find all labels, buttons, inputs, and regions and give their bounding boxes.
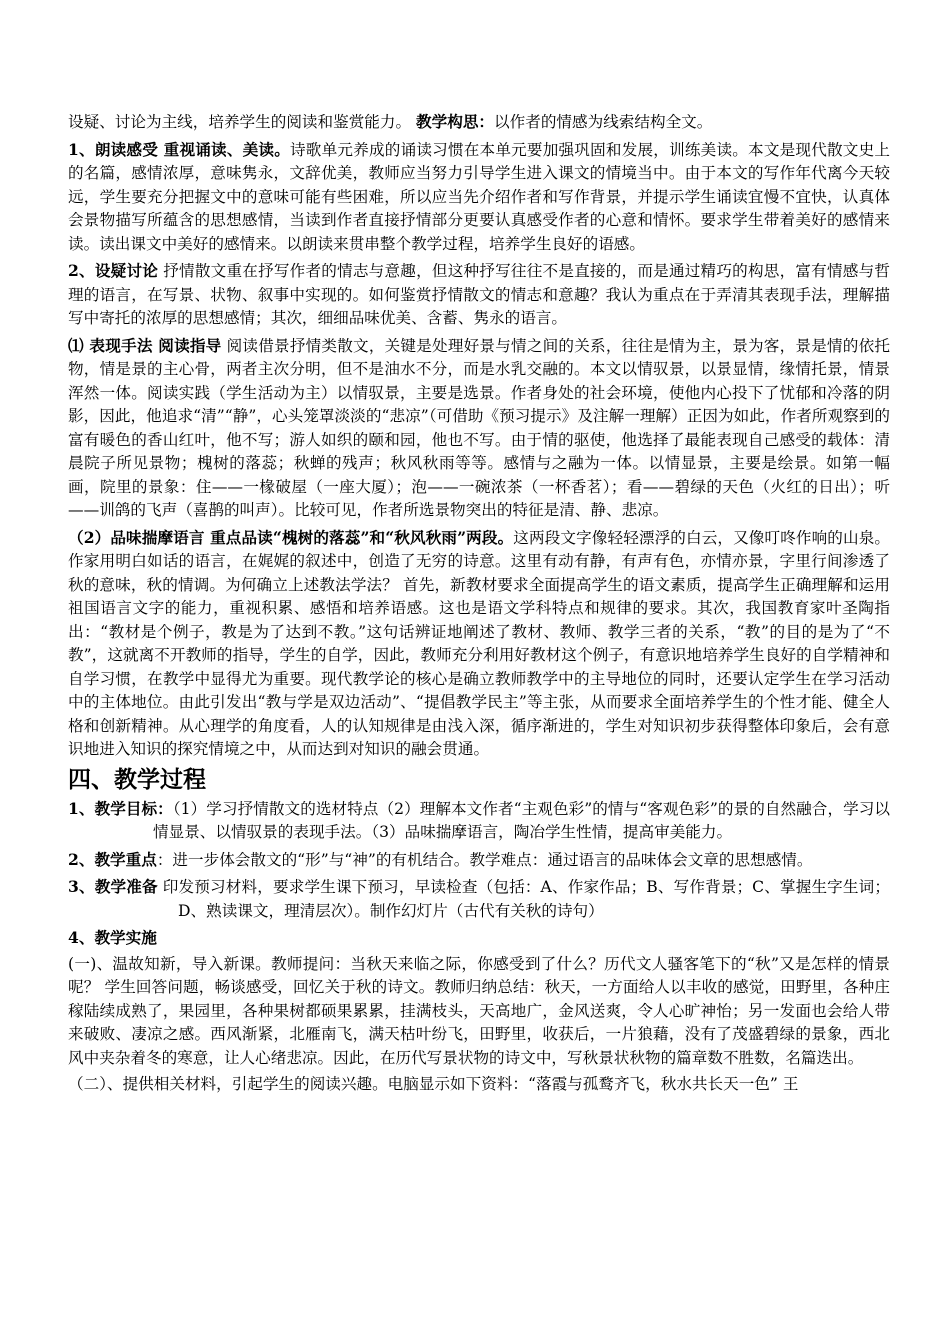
reading-label: 1、朗读感受 重视诵读、美读。 (68, 139, 291, 159)
teaching-prep-text: 印发预习材料，要求学生课下预习，早读检查（包括：A、作家作品；B、写作背景；C、掌握生字生词； D、熟读课文，理清层次）。制作幻灯片（古代有关秋的诗句） (157, 878, 891, 920)
language-text: 这两段文字像轻轻漂浮的白云，又像叮咚作响的山泉。作家用明白如话的语言，在娓娓的叙述中，创造了无穷的诗意。这里有动有静，有声有色，亦情亦景，字里行间渗透了秋的意味，秋的情调。为何确立上述教法学法？ 首先，新教材要求全面提高学生的语文素质，提高学生正确理解和运用祖国语言文字的能力，重视积累、感悟和培养语感。这也是语文学科特点和规律的要求。其次，我国教育家叶圣陶指出：“教材是个例子，教是为了达到不教。”这句话辨证地阐述了教材、教师、教学三者的关系，“教”的目的是为了“不教”，这就离不开教师的指导，学生的自学，因此，教师充分利用好教材这个例子，有意识地培养学生良好的自学精神和自学习惯，在教学中显得尤为重要。现代教学论的核心是确立教师教学中的主导地位的同时，还要认定学生在学习活动中的主体地位。由此引发出“教与学是双边活动”、“提倡教学民主”等主张，从而要求全面培养学生的个性才能、健全人格和创新精神。从心理学的角度看，人的认知规律是由浅入深，循序渐进的，学生对知识初步获得整体印象后，会有意识地进入知识的探究情境之中，从而达到对知识的融会贯通。 (68, 528, 890, 758)
reading-paragraph (68, 138, 890, 257)
intro-paragraph (68, 110, 890, 135)
step-two-paragraph: （二）、提供相关材料，引起学生的阅读兴趣。电脑显示如下资料：“落霞与孤鹜齐飞，秋水共长天一色” 王 (68, 1075, 799, 1093)
teaching-key-text: ：进一步体会散文的“形”与“神”的有机结合。教学难点：通过语言的品味体会文章的思想感情。 (156, 850, 813, 869)
technique-label: ⑴ 表现手法 阅读指导 (68, 335, 222, 355)
teaching-goal-label: 1、教学目标： (68, 798, 173, 818)
section-heading: 四、教学过程 (68, 765, 206, 793)
teaching-prep-label: 3、教学准备 (68, 877, 158, 896)
discussion-label: 2、设疑讨论 (68, 261, 159, 280)
teaching-idea-text: 以作者的情感为线索结构全文。 (494, 113, 713, 131)
reading-text: 诗歌单元养成的诵读习惯在本单元要加强巩固和发展，训练美读。本文是现代散文史上的名篇，感情浓厚，意味隽永，文辞优美，教师应当努力引导学生进入课文的情境当中。由于本文的写作年代离今天较远，学生要充分把握文中的意味可能有些困难，所以应当先介绍作者和写作背景，并提示学生诵读宜慢不宜快，认真体会景物描写所蕴含的思想感情，当读到作者直接抒情部分更要认真感受作者的心意和情怀。要求学生带着美好的感情来读。读出课文中美好的感情来。以朗读来贯串整个教学过程，培养学生良好的语感。 (68, 140, 890, 253)
intro-text: 设疑、讨论为主线，培养学生的阅读和鉴赏能力。 (68, 113, 412, 131)
discussion-paragraph (68, 259, 890, 331)
teaching-implementation-label: 4、教学实施 (68, 928, 157, 947)
teaching-goal-text: （1）学习抒情散文的选材特点（2）理解本文作者“主观色彩”的情与“客观色彩”的景的自然融合，学习以情显景、以情驭景的表现手法。（3）品味揣摩语言，陶冶学生性情，提高审美能力。 (153, 799, 890, 841)
language-paragraph (68, 526, 890, 762)
teaching-idea-label: 教学构思： (416, 112, 495, 131)
discussion-text: 抒情散文重在抒写作者的情志与意趣，但这种抒写往往不是直接的，而是通过精巧的构思，富有情感与哲理的语言，在写景、状物、叙事中实现的。如何鉴赏抒情散文的情志和意趣？我认为重点在于弄清其表现手法，理解描写中寄托的浓厚的思想感情；其次，细细品味优美、含蓄、隽永的语言。 (68, 262, 890, 327)
step-one-paragraph: (一)、温故知新，导入新课。教师提问：当秋天来临之际，你感受到了什么？历代文人骚客笔下的“秋”又是怎样的情景呢？ 学生回答问题，畅谈感受，回忆关于秋的诗文。教师归纳总结：秋天，一方面给人以丰收的感觉，田野里，各种庄稼陆续成熟了，果园里，各种果树都硕果累累，挂满枝头，天高地广，金风送爽，令人心旷神怡；另一发面也会给人带来破败、凄凉之感。西风渐紧，北雁南飞，满天枯叶纷飞，田野里，收获后，一片狼藉，没有了茂盛碧绿的景象，西北风中夹杂着冬的寒意，让人心绪悲凉。因此，在历代写景状物的诗文中，写秋景状秋物的篇章数不胜数，名篇迭出。 (68, 954, 890, 1067)
language-label: （2）品味揣摩语言 重点品读“槐树的落蕊”和“秋风秋雨”两段。 (68, 527, 514, 547)
teaching-key-label: 2、教学重点 (68, 849, 157, 869)
teaching-prep-paragraph (68, 875, 890, 923)
teaching-key-paragraph (68, 848, 890, 873)
document-page (68, 110, 890, 1100)
technique-paragraph (68, 334, 890, 523)
teaching-goal-paragraph (68, 797, 890, 845)
technique-text: 阅读借景抒情类散文，关键是处理好景与情之间的关系，往往是情为主，景为客，景是情的依托物，情是景的主心骨，两者主次分明，但不是油水不分，而是水乳交融的。本文以情驭景，以景显情，缘情托景，情景浑然一体。阅读实践（学生活动为主）以情驭景，主要是选景。作者身处的社会环境，使他内心投下了忧郁和冷落的阴影，因此，他追求“清”“静”，心头笼罩淡淡的“悲凉”（可借助《预习提示》及注解一理解）正因为如此，作者所观察到的富有暖色的香山红叶，他不写；游人如织的颐和园，他也不写。由于情的驱使，他选择了最能表现自己感受的载体：清晨院子所见景物；槐树的落蕊；秋蝉的残声；秋风秋雨等等。感情与之融为一体。以情显景，主要是绘景。如第一幅画，院里的景象：住——一椽破屋（一座大厦）；泡——一碗浓茶（一杯香茗）；看——碧绿的天色（火红的日出）；听——训鸽的飞声（喜鹊的叫声）。比较可见，作者所选景物突出的特征是清、静、悲凉。 (68, 336, 890, 519)
